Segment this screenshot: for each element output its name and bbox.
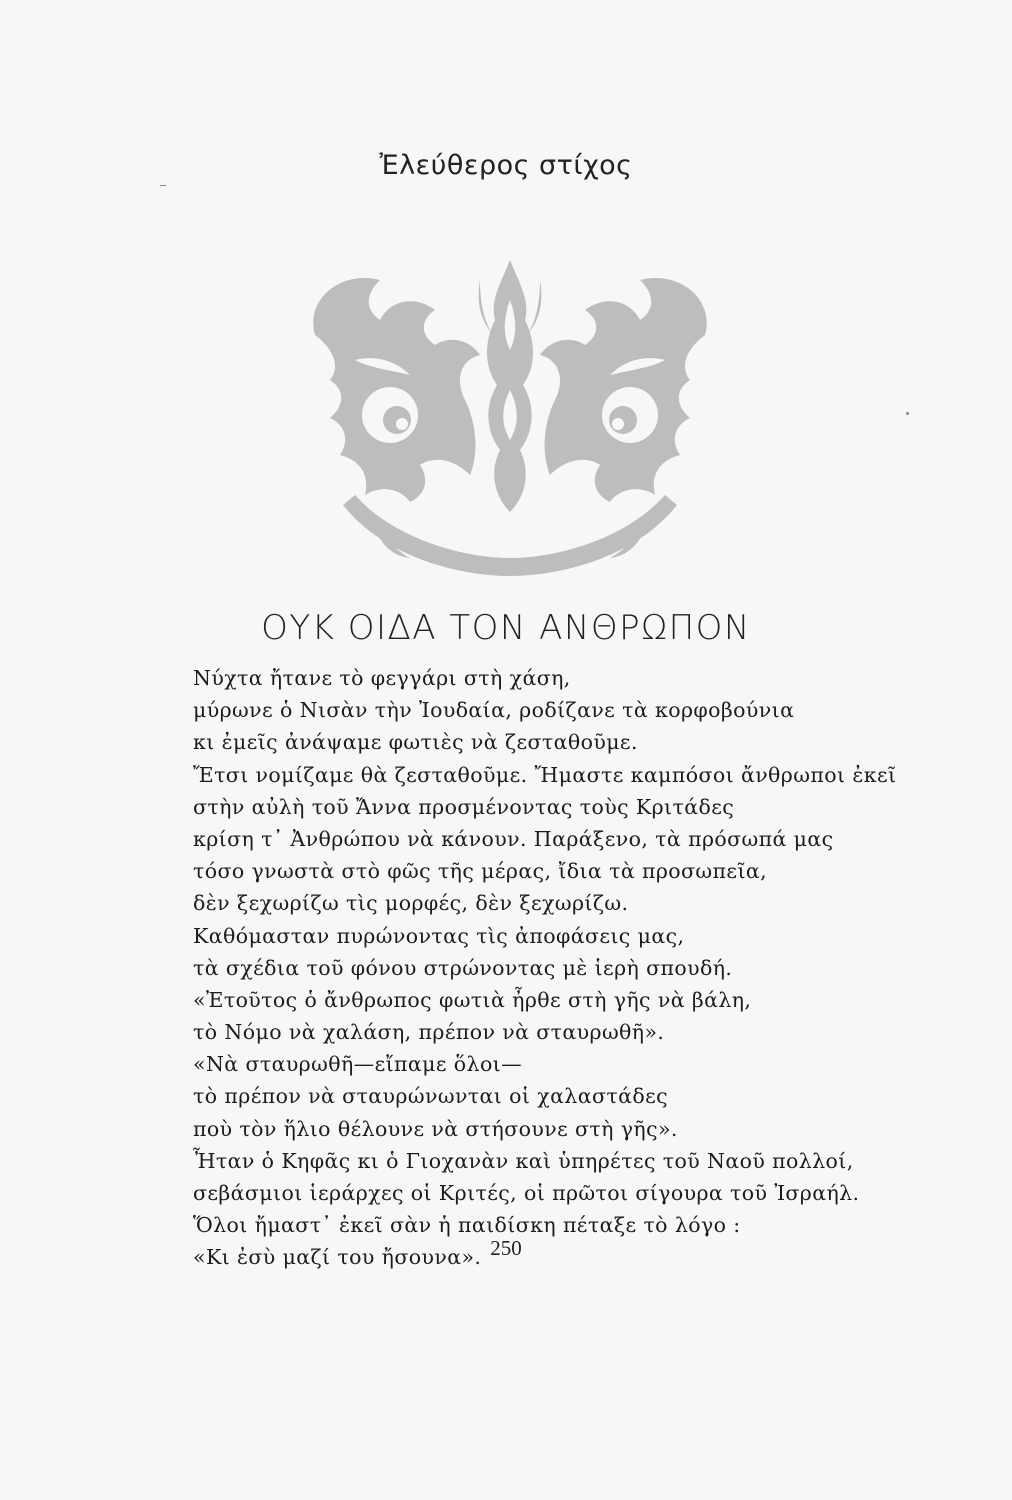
stray-mark bbox=[906, 412, 909, 415]
poem-line: κι ἐμεῖς ἀνάψαμε φωτιὲς νὰ ζεσταθοῦμε. bbox=[193, 730, 638, 755]
section-header: Ἐλεύθερος στίχος bbox=[379, 150, 633, 181]
stray-mark bbox=[160, 185, 166, 186]
floral-ornament-icon bbox=[285, 240, 735, 580]
poem-line: Νύχτα ἤτανε τὸ φεγγάρι στὴ χάση, bbox=[193, 666, 571, 690]
poem-line: τόσο γνωστὰ στὸ φῶς τῆς μέρας, ἴδια τὰ προσωπεῖα, bbox=[193, 859, 768, 884]
poem-line: «Κι ἐσὺ μαζί του ἤσουνα». bbox=[193, 1245, 482, 1270]
poem-line: Καθόμασταν πυρώνοντας τὶς ἀποφάσεις μας, bbox=[193, 923, 685, 948]
poem-line: «Νὰ σταυρωθῆ—εἴπαμε ὅλοι— bbox=[193, 1052, 523, 1077]
poem-line: κρίση τ᾽ Ἀνθρώπου νὰ κάνουν. Παράξενο, τὰ πρόσωπά μας bbox=[193, 826, 834, 851]
page-number: 250 bbox=[490, 1236, 522, 1260]
poem-line: Ἔτσι νομίζαμε θὰ ζεσταθοῦμε. Ἤμαστε καμπόσοι ἄνθρωποι ἐκεῖ bbox=[193, 762, 897, 787]
poem-body bbox=[193, 662, 913, 1274]
poem-line: «Ἐτοῦτος ὁ ἄνθρωπος φωτιὰ ἦρθε στὴ γῆς νὰ βάλη, bbox=[193, 987, 752, 1012]
poem-line: Ὅλοι ἤμαστ᾽ ἐκεῖ σὰν ἡ παιδίσκη πέταξε τὸ λόγο : bbox=[193, 1213, 741, 1238]
poem-line: σεβάσμιοι ἱεράρχες οἱ Κριτές, οἱ πρῶτοι σίγουρα τοῦ Ἰσραήλ. bbox=[193, 1181, 860, 1205]
poem-line: τὰ σχέδια τοῦ φόνου στρώνοντας μὲ ἱερὴ σπουδή. bbox=[193, 955, 733, 980]
poem-line: δὲν ξεχωρίζω τὶς μορφές, δὲν ξεχωρίζω. bbox=[193, 891, 629, 916]
poem-line: μύρωνε ὁ Νισὰν τὴν Ἰουδαία, ροδίζανε τὰ κορφοβούνια bbox=[193, 698, 795, 723]
poem-line: στὴν αὐλὴ τοῦ Ἄννα προσμένοντας τοὺς Κριτάδες bbox=[193, 794, 735, 819]
poem-line: ποὺ τὸν ἥλιο θέλουνε νὰ στήσουνε στὴ γῆς». bbox=[193, 1116, 678, 1141]
poem-title: ΟΥΚ ΟΙΔΑ ΤΟΝ ΑΝΘΡΩΠΟΝ bbox=[261, 608, 751, 648]
poem-line: τὸ πρέπον νὰ σταυρώνωνται οἱ χαλαστάδες bbox=[193, 1084, 668, 1109]
poem-line: τὸ Νόμο νὰ χαλάση, πρέπον νὰ σταυρωθῆ». bbox=[193, 1020, 665, 1045]
poem-line: Ἦταν ὁ Κηφᾶς κι ὁ Γιοχανὰν καὶ ὑπηρέτες τοῦ Ναοῦ πολλοί, bbox=[193, 1148, 854, 1173]
